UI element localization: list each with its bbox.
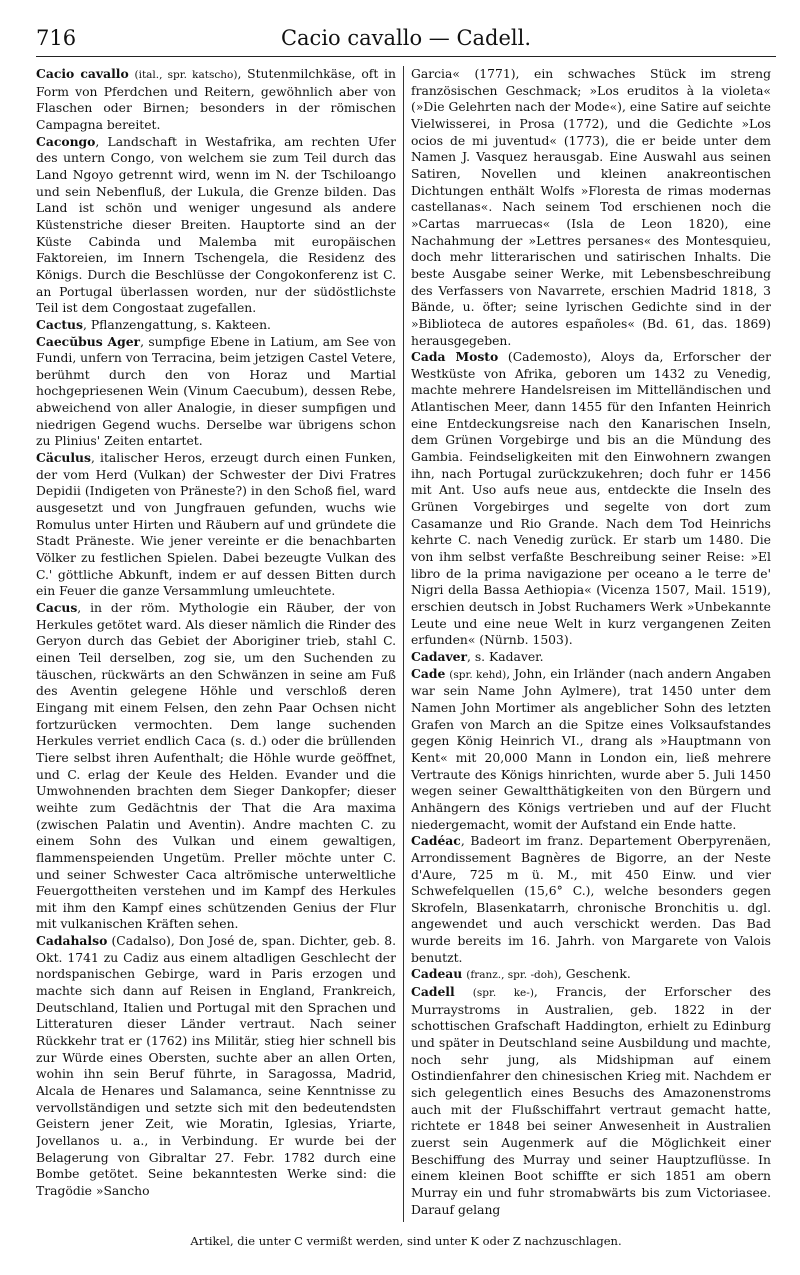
entry-body: , Geschenk. bbox=[557, 967, 631, 982]
dictionary-entry bbox=[411, 649, 771, 666]
dictionary-entry bbox=[36, 134, 396, 317]
dictionary-entry bbox=[36, 450, 396, 600]
entry-body: , s. Kadaver. bbox=[466, 649, 544, 664]
entry-body: , Stutenmilchkäse, oft in Form von Pferdchen und Reitern, gewöhnlich aber von Flaschen oder Birnen; besonders in der römischen Campagna bereitet. bbox=[36, 67, 396, 132]
dictionary-entry bbox=[36, 600, 396, 933]
entry-pronunciation: (spr. ke-) bbox=[472, 987, 534, 1000]
entry-body: , Landschaft in Westafrika, am rechten Ufer des untern Congo, von welchem sie zum Teil durch das Land Ngoyo getrennt wird, wenn im N. der Tschiloango und sein Nebenfluß, der Lukula, die Grenze bilden. Das Land ist schön und weniger ungesund als andere Küstenstriche dieser Breiten. Hauptorte sind an der Küste Cabinda und Malemba mit europäischen Faktoreien, im Innern Tschengela, die Residenz des Königs. Durch die Beschlüsse der Congokonferenz ist C. an Portugal überlassen worden, nur der südöstlichste Teil ist dem Congostaat zugefallen. bbox=[36, 134, 396, 316]
running-title: Cacio cavallo — Cadell. bbox=[280, 26, 532, 50]
entry-body: , Badeort im franz. Departement Oberpyrenäen, Arrondissement Bagnères de Bigorre, an der Neste d'Aure, 725 m ü. M., mit 450 Einw. und vier Schwefelquellen (15,6° C.), welche besonders gegen Skrofeln, Blasenkatarrh, chronische Bronchitis u. dgl. angewendet und auch verschickt werden. Das Bad wurde bereits im 16. Jahrh. von Margarete von Valois benutzt. bbox=[411, 834, 771, 965]
entry-pronunciation: (franz., spr. -doh) bbox=[466, 969, 558, 982]
entry-pronunciation: (spr. kehd) bbox=[449, 668, 507, 681]
entry-headword: Cadell bbox=[411, 984, 455, 1000]
dictionary-entry bbox=[411, 966, 771, 984]
dictionary-entry bbox=[411, 833, 771, 966]
dictionary-entry bbox=[36, 334, 396, 451]
dictionary-entry bbox=[36, 66, 396, 134]
page-footer-note: Artikel, die unter C vermißt werden, sind unter K oder Z nachzuschlagen. bbox=[190, 1234, 622, 1248]
dictionary-entry bbox=[411, 349, 771, 649]
entry-headword: Cacongo bbox=[36, 133, 96, 149]
entry-headword: Cade bbox=[411, 665, 446, 681]
entry-headword: Cactus bbox=[36, 316, 83, 332]
left-column bbox=[36, 66, 396, 1222]
entry-headword: Cadaver bbox=[411, 648, 467, 664]
entry-pronunciation: (ital., spr. katscho) bbox=[134, 69, 238, 81]
page-number: 716 bbox=[36, 26, 77, 50]
dictionary-entry bbox=[36, 317, 396, 334]
entry-body: , Francis, der Erforscher des Murraystroms in Australien, geb. 1822 in der schottischen Grafschaft Haddington, erhielt zu Edinburg und später in Deutschland seine Ausbildung und machte, noch sehr jung, als Midshipman auf einem Ostindienfahrer den chinesischen Krieg mit. Nachdem er sich gelegentlich eines Besuchs des Amazonenstroms auch mit der Flußschiffahrt vertraut gemacht hatte, richtete er 1848 bei seiner Anwesenheit in Australien zuerst sein Augenmerk auf die Möglichkeit einer Beschiffung des Murray und seiner Hauptzuflüsse. In einem kleinen Boot schiffte er sich 1851 am obern Murray ein und fuhr stromabwärts bis zum Victoriasee. Darauf gelang bbox=[411, 985, 771, 1217]
entry-body: , John, ein Irländer (nach andern Angaben war sein Name John Aylmere), trat 1450 unter dem Namen John Mortimer als angeblicher Sohn des letzten Grafen von March an die Spitze eines Volksaufstandes gegen König Heinrich VI., drang als »Hauptmann von Kent« mit 20,000 Mann in London ein, ließ mehrere Vertraute des Königs hinrichten, wurde aber 5. Juli 1450 wegen seiner Gewaltthätigkeiten von den Bürgern und Anhängern des Königs vertrieben und auf der Flucht niedergemacht, womit der Aufstand ein Ende hatte. bbox=[411, 666, 771, 832]
entry-body: , sumpfige Ebene in Latium, am See von Fundi, unfern von Terracina, beim jetzigen Castel Vetere, berühmt durch den von Horaz und Martial hochgepriesenen Wein (Vinum Caecubum), dessen Rebe, abweichend von aller Analogie, in dieser sumpfigen und niedrigen Gegend wuchs. Derselbe war übrigens schon zu Plinius' Zeiten entartet. bbox=[36, 334, 396, 449]
page-header bbox=[36, 22, 776, 57]
text-columns bbox=[36, 66, 776, 1222]
dictionary-entry bbox=[411, 666, 771, 834]
entry-body: , italischer Heros, erzeugt durch einen Funken, der vom Herd (Vulkan) der Schwester der Divi Fratres Depidii (Indigeten von Präneste?) in den Schoß fiel, ward ausgesetzt und von Jungfrauen gefunden, wuchs wie Romulus unter Hirten und Räubern auf und gründete die Stadt Präneste. Wie jener vereinte er die benachbarten Völker zu festlichen Spielen. Dabei bezeugte Vulkan des C.' göttliche Abkunft, indem er auf dessen Bitten durch ein Feuer die ganze Versammlung umleuchtete. bbox=[36, 451, 396, 599]
dictionary-page bbox=[36, 22, 776, 1262]
entry-headword: Cadahalso bbox=[36, 933, 108, 949]
right-column bbox=[411, 66, 771, 1222]
entry-headword: Cadéac bbox=[411, 833, 461, 849]
column-divider bbox=[403, 66, 404, 1222]
entry-headword: Cadeau bbox=[411, 966, 463, 982]
entry-headword: Cada Mosto bbox=[411, 349, 499, 365]
entry-headword: Cacio cavallo bbox=[36, 66, 129, 81]
entry-body: Garcia« (1771), ein schwaches Stück im streng französischen Geschmack; »Los eruditos à la violeta« (»Die Gelehrten nach der Mode«), eine Satire auf seichte Vielwisserei, in Prosa (1772), und die Gedichte »Los ocios de mi juventud« (1773), die er beide unter dem Namen J. Vasquez herausgab. Eine Auswahl aus seinen Satiren, Novellen und kleinen anakreontischen Dichtungen enthält Wolfs »Floresta de rimas modernas castellanas«. Nach seinem Tod erschienen noch die »Cartas marruecas« (Isla de Leon 1820), eine Nachahmung der »Lettres persanes« des Montesquieu, doch mehr litterarischen und satirischen Inhalts. Die beste Ausgabe seiner Werke, mit Lebensbeschreibung des Verfassers von Navarrete, erschien Madrid 1818, 3 Bände, u. öfter; seine lyrischen Gedichte sind in der »Biblioteca de autores españoles« (Bd. 61, das. 1869) herausgegeben. bbox=[411, 67, 771, 348]
dictionary-entry bbox=[36, 933, 396, 1200]
dictionary-entry bbox=[411, 984, 771, 1218]
dictionary-entry bbox=[411, 66, 771, 349]
entry-headword: Cacus bbox=[36, 600, 78, 615]
entry-headword: Caecŭbus Ager bbox=[36, 333, 141, 349]
entry-body: (Cadalso), Don José de, span. Dichter, geb. 8. Okt. 1741 zu Cadiz aus einem altadligen Geschlecht der nordspanischen Gebirge, ward in Paris erzogen und machte sich dann auf Reisen in England, Frankreich, Deutschland, Italien und Portugal mit den Sprachen und Litteraturen dieser Länder vertraut. Nach seiner Rückkehr trat er (1762) ins Militär, stieg hier schnell bis zur Würde eines Obersten, suchte aber an allen Orten, wohin ihn sein Beruf führte, in Saragossa, Madrid, Alcala de Henares und Salamanca, seine Kenntnisse zu vervollständigen und setzte sich mit den bedeutendsten Geistern jener Zeit, wie Moratin, Iglesias, Yriarte, Jovellanos u. a., in Verbindung. Er wurde bei der Belagerung von Gibraltar 27. Febr. 1782 durch eine Bombe getötet. Seine bekanntesten Werke sind: die Tragödie »Sancho bbox=[36, 934, 396, 1198]
entry-body: , in der röm. Mythologie ein Räuber, der von Herkules getötet ward. Als dieser nämlich die Rinder des Geryon durch das Gebiet der Aboriginer trieb, stahl C. einen Teil derselben, zog sie, um den Suchenden zu täuschen, rückwärts an den Schwänzen in seine am Fuß des Aventin gelegene Höhle und verschloß deren Eingang mit einem Felsen, den zehn Paar Ochsen nicht fortzurücken vermochten. Dem lange suchenden Herkules verriet endlich Caca (s. d.) oder die brüllenden Tiere selbst ihren Aufenthalt; die Höhle wurde geöffnet, und C. erlag der Keule des Helden. Evander und die Umwohnenden brachten dem Sieger Dankopfer; dieser weihte zum Gedächtnis der That die Ara maxima (zwischen Palatin und Aventin). Andre machten C. zu einem Sohn des Vulkan und einem gewaltigen, flammenspeienden Ungetüm. Preller möchte unter C. und seiner Schwester Caca altrömische unterweltliche Feuergottheiten verstehen und im Kampf des Herkules mit ihm den Kampf eines schützenden Genius der Flur mit vulkanischen Kräften sehen. bbox=[36, 601, 396, 932]
entry-headword: Cäculus bbox=[36, 450, 91, 466]
entry-body: , Pflanzengattung, s. Kakteen. bbox=[82, 317, 271, 332]
entry-body: (Cademosto), Aloys da, Erforscher der Westküste von Afrika, geboren um 1432 zu Venedig, machte mehrere Handelsreisen im Mittelländischen und Atlantischen Meer, dann 1455 für den Infanten Heinrich eine Entdeckungsreise nach den Kanarischen Inseln, dem Grünen Vorgebirge und bis an die Mündung des Gambia. Feindseligkeiten mit den Einwohnern zwangen ihn, nach Portugal zurückzukehren; doch fuhr er 1456 mit Ant. Uso aufs neue aus, entdeckte die Inseln des Grünen Vorgebirges und segelte von dort zum Casamanze und Rio Grande. Nach dem Tod Heinrichs kehrte C. nach Venedig zurück. Er starb um 1480. Die von ihm selbst verfaßte Beschreibung seiner Reise: »El libro de la prima navigazione per oceano a le terre de' Nigri della Bassa Aethiopia« (Vicenza 1507, Mail. 1519), erschien deutsch in Jobst Ruchamers Werk »Unbekannte Leute und eine neue Welt in kurz vergangenen Zeiten erfunden« (Nürnb. 1503). bbox=[411, 350, 771, 648]
